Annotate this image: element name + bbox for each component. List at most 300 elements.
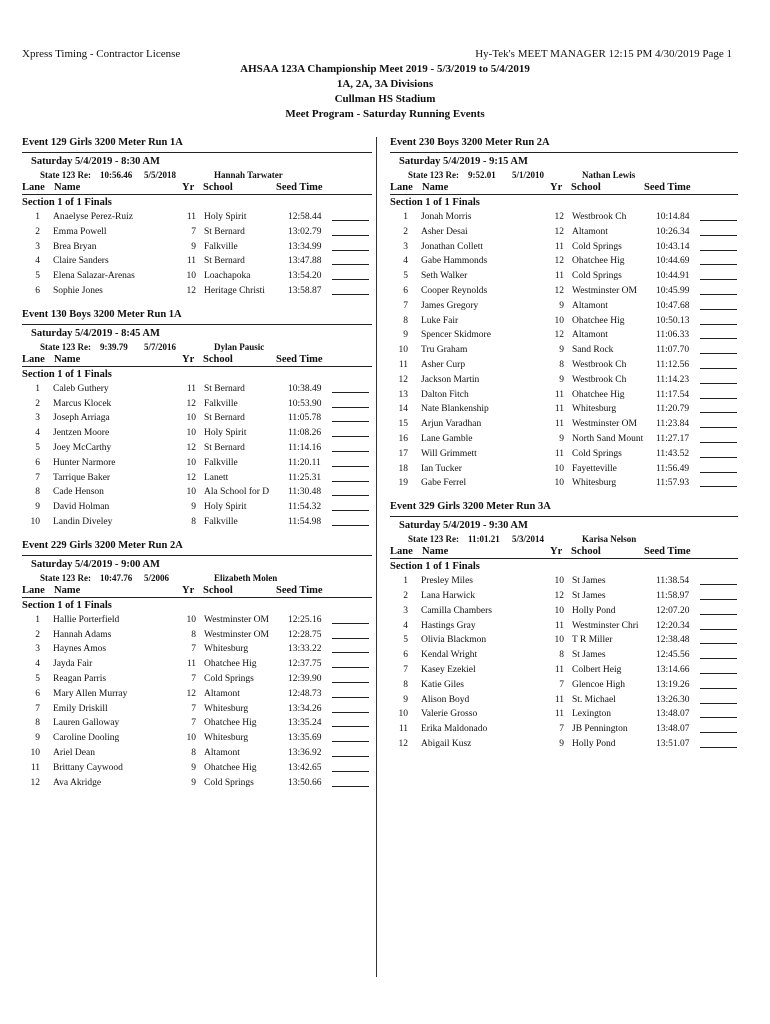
seed-time: 11:07.70: [656, 345, 690, 356]
athlete-year: 9: [559, 345, 564, 356]
seed-time: 13:02.79: [288, 226, 322, 237]
seed-time: 11:30.48: [288, 487, 322, 498]
lane-number: 5: [35, 271, 40, 282]
athlete-name: Jonah Morris: [421, 212, 472, 222]
athlete-year: 9: [559, 300, 564, 311]
athlete-school: St James: [572, 650, 606, 661]
lane-number: 3: [403, 605, 408, 616]
lane-number: 5: [35, 673, 40, 684]
event-title: Event 329 Girls 3200 Meter Run 3A: [390, 501, 738, 517]
athlete-year: 11: [554, 419, 564, 430]
col-lane-header: Lane: [22, 584, 45, 596]
athlete-school: St James: [572, 590, 606, 601]
result-blank-line: [332, 667, 369, 668]
record-time: 11:01.21: [468, 534, 500, 545]
result-blank-line: [332, 786, 369, 787]
lane-number: 11: [30, 762, 40, 773]
athlete-name: Haynes Amos: [53, 644, 107, 655]
athlete-name: Emily Driskill: [53, 703, 108, 714]
athlete-year: 12: [554, 256, 564, 267]
result-blank-line: [332, 407, 369, 408]
table-row: [390, 476, 738, 491]
record-time: 9:52.01: [468, 170, 496, 180]
seed-time: 13:58.87: [288, 285, 322, 296]
athlete-school: Altamont: [204, 688, 240, 699]
table-row: [390, 373, 738, 388]
col-seed-header: Seed Time: [276, 182, 323, 193]
athlete-name: Caleb Guthery: [53, 383, 109, 394]
athlete-school: Holy Spirit: [204, 428, 247, 439]
athlete-name: Presley Miles: [421, 576, 473, 587]
section-label: Section 1 of 1 Finals: [390, 197, 480, 208]
athlete-name: Lauren Galloway: [53, 718, 120, 729]
lane-number: 1: [403, 576, 408, 587]
section-label: Section 1 of 1 Finals: [22, 368, 112, 380]
athlete-school: Loachapoka: [204, 271, 251, 282]
athlete-school: Westminster OM: [204, 614, 269, 625]
lane-number: 8: [35, 487, 40, 498]
seed-time: 11:38.54: [656, 576, 690, 587]
event-block: [390, 501, 738, 752]
seed-time: 11:54.32: [288, 502, 322, 513]
athlete-year: 11: [186, 256, 196, 267]
seed-time: 12:45.56: [656, 650, 690, 661]
seed-time: 13:48.07: [656, 709, 690, 720]
athlete-school: Heritage Christi: [204, 285, 265, 296]
seed-time: 10:14.84: [656, 212, 690, 222]
athlete-name: Tarrique Baker: [53, 472, 111, 483]
table-row: [390, 343, 738, 358]
section-label: Section 1 of 1 Finals: [22, 599, 112, 611]
table-row: [22, 642, 372, 657]
athlete-year: 7: [191, 703, 196, 714]
section-label: Section 1 of 1 Finals: [22, 197, 112, 208]
result-blank-line: [700, 442, 737, 443]
record-holder: Elizabeth Molen: [214, 572, 278, 583]
athlete-year: 9: [191, 241, 196, 252]
athlete-year: 12: [554, 285, 564, 296]
lane-number: 5: [35, 442, 40, 453]
result-blank-line: [700, 486, 737, 487]
athlete-school: Lanett: [204, 472, 229, 483]
lane-number: 19: [398, 478, 408, 489]
athlete-school: Cold Springs: [572, 241, 622, 252]
athlete-school: Falkville: [204, 457, 238, 468]
table-row: [22, 284, 372, 299]
lane-number: 4: [35, 659, 40, 670]
athlete-name: Arjun Varadhan: [421, 419, 482, 430]
table-row: [390, 240, 738, 255]
athlete-year: 9: [191, 762, 196, 773]
col-lane-header: Lane: [22, 182, 45, 193]
col-seed-header: Seed Time: [276, 584, 323, 596]
right-column: [390, 137, 738, 762]
athlete-school: St. Michael: [572, 694, 616, 705]
athlete-name: Hunter Narmore: [53, 457, 116, 468]
lane-number: 4: [403, 256, 408, 267]
seed-time: 13:34.99: [288, 241, 322, 252]
athlete-school: Altamont: [572, 300, 608, 311]
athlete-year: 10: [554, 576, 564, 587]
table-row: [390, 447, 738, 462]
athlete-year: 11: [186, 383, 196, 394]
athlete-year: 11: [554, 620, 564, 631]
lane-number: 4: [403, 620, 408, 631]
state-record: [22, 341, 372, 353]
athlete-name: Ian Tucker: [421, 463, 462, 474]
seed-time: 11:43.52: [656, 448, 690, 459]
record-date: 5/7/2016: [144, 341, 177, 352]
athlete-name: Gabe Ferrel: [421, 478, 467, 489]
table-row: [22, 269, 372, 284]
athlete-school: Ohatchee Hig: [572, 256, 625, 267]
table-row: [390, 269, 738, 284]
athlete-school: T R Miller: [572, 635, 613, 646]
result-blank-line: [700, 472, 737, 473]
athlete-school: Whitesburg: [572, 404, 617, 415]
athlete-year: 7: [191, 644, 196, 655]
seed-time: 11:20.79: [656, 404, 690, 415]
seed-time: 11:14.16: [288, 442, 322, 453]
athlete-name: Landin Diveley: [53, 516, 113, 527]
result-blank-line: [700, 398, 737, 399]
result-blank-line: [700, 383, 737, 384]
athlete-school: Whitesburg: [572, 478, 617, 489]
lane-number: 10: [30, 516, 40, 527]
table-row: [22, 382, 372, 397]
lane-number: 5: [403, 271, 408, 282]
athlete-school: St James: [572, 576, 606, 587]
event-title: Event 229 Girls 3200 Meter Run 2A: [22, 540, 372, 556]
seed-time: 10:50.13: [656, 315, 690, 326]
table-row: [22, 761, 372, 776]
lane-number: 1: [35, 614, 40, 625]
lane-number: 14: [398, 404, 408, 415]
result-blank-line: [700, 250, 737, 251]
athlete-school: Westminster Chri: [572, 620, 639, 631]
col-name-header: Name: [54, 353, 81, 365]
seed-time: 13:19.26: [656, 679, 690, 690]
record-holder: Nathan Lewis: [582, 170, 636, 180]
athlete-year: 9: [559, 738, 564, 749]
athlete-school: Westbrook Ch: [572, 374, 627, 385]
table-row: [390, 737, 738, 752]
lane-number: 2: [35, 226, 40, 237]
seed-time: 11:20.11: [288, 457, 321, 468]
athlete-school: Ohatchee Hig: [572, 315, 625, 326]
result-blank-line: [700, 412, 737, 413]
athlete-name: Luke Fair: [421, 315, 459, 326]
result-blank-line: [700, 457, 737, 458]
lane-number: 12: [398, 738, 408, 749]
lane-number: 6: [35, 688, 40, 699]
table-row: [22, 672, 372, 687]
table-row: [390, 574, 738, 589]
athlete-year: 10: [186, 457, 196, 468]
athlete-school: Sand Rock: [572, 345, 614, 356]
table-row: [390, 693, 738, 708]
athlete-name: Katie Giles: [421, 679, 465, 690]
result-blank-line: [332, 421, 369, 422]
result-blank-line: [700, 353, 737, 354]
athlete-name: Gabe Hammonds: [421, 256, 488, 267]
col-seed-header: Seed Time: [644, 546, 691, 558]
athlete-school: Fayetteville: [572, 463, 617, 474]
result-blank-line: [332, 726, 369, 727]
seed-time: 12:39.90: [288, 673, 322, 684]
event-session: Saturday 5/4/2019 - 8:30 AM: [31, 156, 160, 167]
seed-time: 10:44.91: [656, 271, 690, 282]
event-block: [390, 137, 738, 491]
seed-time: 10:43.14: [656, 241, 690, 252]
athlete-name: Will Grimmett: [421, 448, 477, 459]
lane-number: 7: [403, 664, 408, 675]
col-name-header: Name: [54, 182, 81, 193]
result-blank-line: [700, 643, 737, 644]
athlete-year: 7: [559, 679, 564, 690]
record-date: 5/5/2018: [144, 170, 177, 180]
athlete-name: Cooper Reynolds: [421, 285, 488, 296]
seed-time: 10:53.90: [288, 398, 322, 409]
event-title: Event 129 Girls 3200 Meter Run 1A: [22, 137, 372, 153]
athlete-school: Holly Pond: [572, 738, 616, 749]
lane-number: 4: [35, 428, 40, 439]
result-blank-line: [332, 481, 369, 482]
header-right: Hy-Tek's MEET MANAGER 12:15 PM 4/30/2019 Page 1: [475, 48, 732, 60]
table-row: [390, 358, 738, 373]
record-label: State 123 Re:: [408, 534, 459, 545]
seed-time: 11:08.26: [288, 428, 322, 439]
athlete-year: 11: [554, 664, 564, 675]
lane-number: 6: [35, 285, 40, 296]
athlete-school: JB Pennington: [572, 724, 628, 735]
athlete-name: Claire Sanders: [53, 256, 109, 267]
athlete-year: 10: [186, 413, 196, 424]
athlete-school: Ohatchee Hig: [572, 389, 625, 400]
athlete-year: 10: [186, 487, 196, 498]
result-blank-line: [332, 279, 369, 280]
athlete-name: David Holman: [53, 502, 110, 513]
athlete-name: Reagan Parris: [53, 673, 107, 684]
seed-time: 11:27.17: [656, 433, 690, 444]
result-blank-line: [332, 771, 369, 772]
state-record: [390, 533, 738, 545]
result-blank-line: [700, 324, 737, 325]
result-blank-line: [700, 658, 737, 659]
table-row: [22, 225, 372, 240]
result-blank-line: [700, 294, 737, 295]
lane-number: 7: [35, 703, 40, 714]
athlete-school: Cold Springs: [572, 271, 622, 282]
lane-number: 6: [35, 457, 40, 468]
result-blank-line: [332, 697, 369, 698]
athlete-school: St Bernard: [204, 226, 245, 237]
lane-number: 6: [403, 650, 408, 661]
record-date: 5/1/2010: [512, 170, 545, 180]
seed-time: 13:51.07: [656, 738, 690, 749]
seed-time: 12:48.73: [288, 688, 322, 699]
result-blank-line: [332, 235, 369, 236]
seed-time: 12:58.44: [288, 212, 322, 222]
seed-time: 13:48.07: [656, 724, 690, 735]
athlete-name: Cade Henson: [53, 487, 104, 498]
result-blank-line: [700, 279, 737, 280]
result-blank-line: [332, 392, 369, 393]
table-row: [22, 687, 372, 702]
athlete-name: Kendal Wright: [421, 650, 478, 661]
table-row: [22, 731, 372, 746]
result-blank-line: [332, 495, 369, 496]
lane-number: 16: [398, 433, 408, 444]
athlete-name: Hannah Adams: [53, 629, 112, 640]
athlete-school: Whitesburg: [204, 703, 249, 714]
result-blank-line: [332, 712, 369, 713]
athlete-year: 12: [186, 398, 196, 409]
table-row: [390, 722, 738, 737]
lane-number: 1: [35, 212, 40, 222]
athlete-school: Westminster OM: [204, 629, 269, 640]
lane-number: 2: [403, 590, 408, 601]
record-holder: Hannah Tarwater: [214, 170, 283, 180]
seed-time: 11:06.33: [656, 330, 690, 341]
table-row: [390, 388, 738, 403]
seed-time: 13:34.26: [288, 703, 322, 714]
athlete-year: 12: [554, 590, 564, 601]
lane-number: 15: [398, 419, 408, 430]
athlete-year: 11: [554, 271, 564, 282]
athlete-name: Ariel Dean: [53, 747, 95, 758]
result-blank-line: [700, 599, 737, 600]
athlete-school: Altamont: [572, 330, 608, 341]
col-yr-header: Yr: [182, 584, 195, 596]
event-session: Saturday 5/4/2019 - 8:45 AM: [31, 327, 160, 339]
col-yr-header: Yr: [550, 546, 563, 558]
result-blank-line: [700, 235, 737, 236]
athlete-school: Cold Springs: [204, 673, 254, 684]
col-name-header: Name: [422, 546, 449, 558]
athlete-year: 12: [186, 688, 196, 699]
athlete-name: Jayda Fair: [53, 659, 93, 670]
athlete-name: Nate Blankenship: [421, 404, 489, 415]
col-yr-header: Yr: [182, 353, 195, 365]
athlete-name: Emma Powell: [53, 226, 107, 237]
lane-number: 2: [35, 398, 40, 409]
athlete-year: 10: [554, 605, 564, 616]
lane-number: 3: [403, 241, 408, 252]
athlete-school: Altamont: [204, 747, 240, 758]
event-title: Event 230 Boys 3200 Meter Run 2A: [390, 137, 738, 153]
athlete-year: 10: [186, 614, 196, 625]
athlete-name: Sophie Jones: [53, 285, 103, 296]
athlete-year: 7: [191, 718, 196, 729]
result-blank-line: [700, 717, 737, 718]
result-blank-line: [700, 629, 737, 630]
lane-number: 10: [398, 709, 408, 720]
col-school-header: School: [203, 584, 233, 596]
athlete-year: 10: [554, 463, 564, 474]
record-date: 5/3/2014: [512, 534, 545, 545]
athlete-name: Valerie Grosso: [421, 709, 478, 720]
col-seed-header: Seed Time: [276, 353, 323, 365]
seed-time: 10:44.69: [656, 256, 690, 267]
seed-time: 13:35.69: [288, 733, 322, 744]
column-header: [390, 181, 738, 195]
athlete-year: 9: [191, 777, 196, 788]
lane-number: 5: [403, 635, 408, 646]
result-blank-line: [332, 436, 369, 437]
seed-time: 13:36.92: [288, 747, 322, 758]
lane-number: 4: [35, 256, 40, 267]
seed-time: 13:54.20: [288, 271, 322, 282]
athlete-name: Brea Bryan: [53, 241, 97, 252]
meet-venue: Cullman HS Stadium: [334, 93, 436, 105]
athlete-year: 11: [554, 694, 564, 705]
event-block: [22, 309, 372, 530]
result-blank-line: [332, 510, 369, 511]
athlete-year: 7: [191, 673, 196, 684]
event-block: [22, 137, 372, 299]
result-blank-line: [700, 220, 737, 221]
lane-number: 18: [398, 463, 408, 474]
athlete-school: Westbrook Ch: [572, 359, 627, 370]
athlete-school: Ala School for D: [204, 487, 270, 498]
seed-time: 12:38.48: [656, 635, 690, 646]
athlete-school: Glencoe High: [572, 679, 626, 690]
athlete-name: Alison Boyd: [421, 694, 470, 705]
lane-number: 9: [35, 502, 40, 513]
table-row: [390, 284, 738, 299]
seed-time: 12:28.75: [288, 629, 322, 640]
record-time: 10:47.76: [100, 572, 133, 583]
lane-number: 10: [30, 747, 40, 758]
athlete-school: Holly Pond: [572, 605, 616, 616]
athlete-name: Joseph Arriaga: [53, 413, 110, 424]
seed-time: 11:12.56: [656, 359, 690, 370]
athlete-school: Holy Spirit: [204, 212, 247, 222]
table-row: [390, 604, 738, 619]
result-blank-line: [700, 368, 737, 369]
table-row: [390, 210, 738, 225]
section-label: Section 1 of 1 Finals: [390, 561, 480, 573]
athlete-year: 8: [559, 650, 564, 661]
athlete-name: Joey McCarthy: [53, 442, 112, 453]
lane-number: 3: [35, 241, 40, 252]
seed-time: 10:38.49: [288, 383, 322, 394]
athlete-name: Mary Allen Murray: [53, 688, 128, 699]
athlete-name: Caroline Dooling: [53, 733, 120, 744]
left-column: [22, 137, 372, 800]
result-blank-line: [332, 623, 369, 624]
athlete-school: Ohatchee Hig: [204, 718, 257, 729]
result-blank-line: [332, 466, 369, 467]
col-school-header: School: [203, 182, 233, 193]
state-record: [390, 169, 738, 181]
athlete-name: Olivia Blackmon: [421, 635, 487, 646]
athlete-year: 11: [554, 448, 564, 459]
athlete-name: Hastings Gray: [421, 620, 476, 631]
seed-time: 13:35.24: [288, 718, 322, 729]
result-blank-line: [700, 673, 737, 674]
table-row: [390, 648, 738, 663]
lane-number: 9: [403, 694, 408, 705]
athlete-name: Lane Gamble: [421, 433, 473, 444]
seed-time: 11:25.31: [288, 472, 322, 483]
table-row: [22, 210, 372, 225]
seed-time: 12:37.75: [288, 659, 322, 670]
lane-number: 2: [35, 629, 40, 640]
seed-time: 11:17.54: [656, 389, 690, 400]
table-row: [22, 716, 372, 731]
